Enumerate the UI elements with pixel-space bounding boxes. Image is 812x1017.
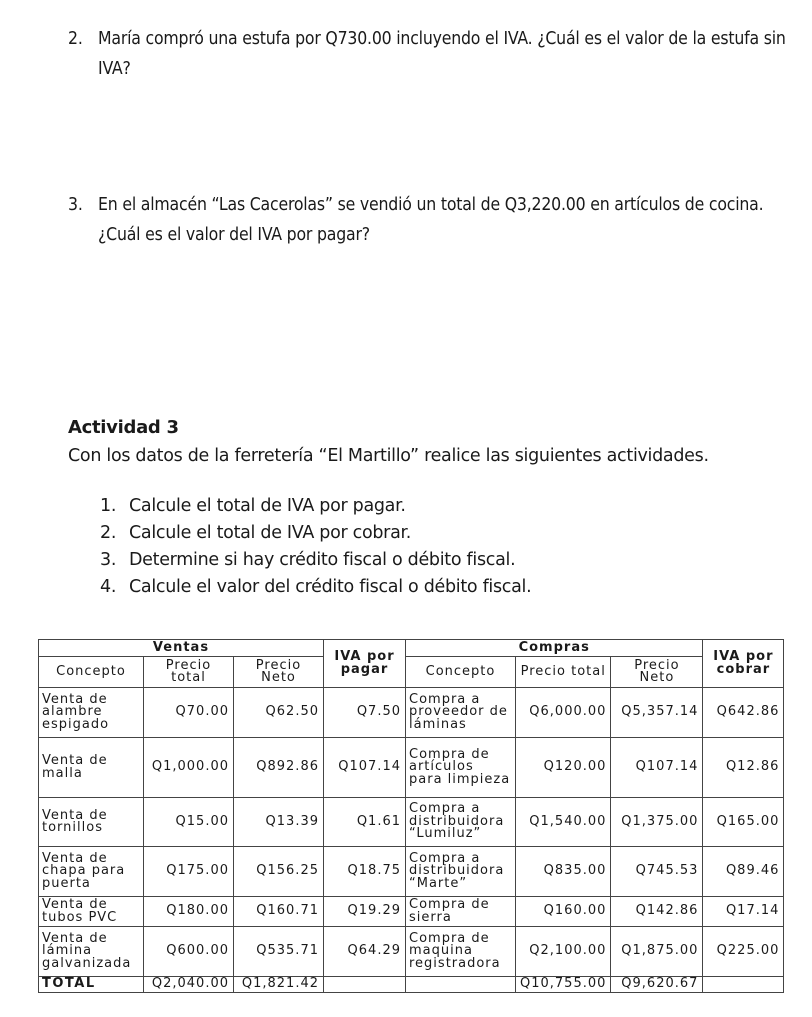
task-text: Determine si hay crédito fiscal o débito fiscal.: [129, 550, 516, 570]
venta-precio-total: Q600.00: [144, 927, 234, 977]
venta-precio-neto: Q156.25: [234, 847, 324, 897]
task-number: 2.: [100, 523, 117, 543]
total-compra-precio-total: Q10,755.00: [516, 977, 611, 993]
question-number: 3.: [68, 195, 83, 215]
iva-por-pagar: Q18.75: [324, 847, 406, 897]
ventas-col-precio-total: Precio total: [144, 657, 234, 688]
iva-por-cobrar: Q89.46: [703, 847, 784, 897]
table-row: [39, 688, 784, 738]
venta-concepto: Venta de lámina galvanizada: [39, 927, 144, 977]
ventas-col-precio-neto: Precio Neto: [234, 657, 324, 688]
venta-precio-total: Q70.00: [144, 688, 234, 738]
iva-por-cobrar: Q225.00: [703, 927, 784, 977]
iva-por-cobrar: Q642.86: [703, 688, 784, 738]
iva-por-pagar: Q64.29: [324, 927, 406, 977]
venta-concepto: Venta de chapa para puerta: [39, 847, 144, 897]
venta-precio-total: Q180.00: [144, 897, 234, 927]
task-item: [100, 574, 531, 601]
iva-por-pagar: Q7.50: [324, 688, 406, 738]
iva-por-pagar: Q107.14: [324, 738, 406, 798]
iva-por-pagar: Q19.29: [324, 897, 406, 927]
table-row: [39, 738, 784, 798]
total-venta-precio-total: Q2,040.00: [144, 977, 234, 993]
iva-cobrar-header: IVA por cobrar: [703, 640, 784, 688]
compra-precio-total: Q160.00: [516, 897, 611, 927]
venta-concepto: Venta de tornillos: [39, 798, 144, 847]
compra-precio-neto: Q1,375.00: [611, 798, 703, 847]
table-row: [39, 927, 784, 977]
task-item: [100, 493, 531, 520]
question-3: [68, 190, 788, 250]
task-text: Calcule el total de IVA por pagar.: [129, 496, 406, 516]
venta-precio-neto: Q160.71: [234, 897, 324, 927]
task-item: [100, 520, 531, 547]
venta-precio-total: Q1,000.00: [144, 738, 234, 798]
venta-precio-neto: Q13.39: [234, 798, 324, 847]
venta-precio-total: Q175.00: [144, 847, 234, 897]
iva-pagar-header: IVA por pagar: [324, 640, 406, 688]
compra-concepto: Compra a distribuidora “Lumiluz”: [406, 798, 516, 847]
ventas-col-concepto: Concepto: [39, 657, 144, 688]
total-row: [39, 977, 784, 993]
compras-header: Compras: [406, 640, 703, 657]
task-number: 3.: [100, 550, 117, 570]
task-text: Calcule el valor del crédito fiscal o débito fiscal.: [129, 577, 532, 597]
compra-concepto: Compra de maquina registradora: [406, 927, 516, 977]
activity-title: Actividad 3: [68, 417, 179, 438]
question-text: María compró una estufa por Q730.00 incluyendo el IVA. ¿Cuál es el valor de la estufa sin IVA?: [98, 29, 786, 79]
compra-precio-total: Q120.00: [516, 738, 611, 798]
compra-precio-neto: Q5,357.14: [611, 688, 703, 738]
venta-precio-neto: Q892.86: [234, 738, 324, 798]
compras-col-concepto: Concepto: [406, 657, 516, 688]
compra-concepto: Compra a distribuidora “Marte”: [406, 847, 516, 897]
question-text: En el almacén “Las Cacerolas” se vendió un total de Q3,220.00 en artículos de cocina. ¿Cuál es el valor del IVA por pagar?: [98, 195, 764, 245]
venta-concepto: Venta de alambre espigado: [39, 688, 144, 738]
compra-precio-total: Q835.00: [516, 847, 611, 897]
total-label: TOTAL: [39, 977, 144, 993]
total-compra-concepto: [406, 977, 516, 993]
compra-precio-neto: Q745.53: [611, 847, 703, 897]
venta-precio-total: Q15.00: [144, 798, 234, 847]
compra-precio-neto: Q107.14: [611, 738, 703, 798]
total-iva-por-cobrar: [703, 977, 784, 993]
iva-por-pagar: Q1.61: [324, 798, 406, 847]
iva-table: [38, 639, 784, 993]
total-venta-precio-neto: Q1,821.42: [234, 977, 324, 993]
task-number: 4.: [100, 577, 117, 597]
compra-concepto: Compra de artículos para limpieza: [406, 738, 516, 798]
task-number: 1.: [100, 496, 117, 516]
task-text: Calcule el total de IVA por cobrar.: [129, 523, 412, 543]
compras-col-precio-neto: Precio Neto: [611, 657, 703, 688]
venta-concepto: Venta de malla: [39, 738, 144, 798]
compra-concepto: Compra de sierra: [406, 897, 516, 927]
table-row: [39, 847, 784, 897]
compra-precio-total: Q6,000.00: [516, 688, 611, 738]
table-row: [39, 798, 784, 847]
task-item: [100, 547, 531, 574]
compras-col-precio-total: Precio total: [516, 657, 611, 688]
question-number: 2.: [68, 29, 83, 49]
iva-por-cobrar: Q12.86: [703, 738, 784, 798]
activity-intro: Con los datos de la ferretería “El Martillo” realice las siguientes actividades.: [68, 446, 709, 466]
venta-precio-neto: Q62.50: [234, 688, 324, 738]
compra-precio-total: Q2,100.00: [516, 927, 611, 977]
task-list: [100, 493, 531, 601]
ventas-header: Ventas: [39, 640, 324, 657]
compra-concepto: Compra a proveedor de láminas: [406, 688, 516, 738]
total-iva-por-pagar: [324, 977, 406, 993]
venta-precio-neto: Q535.71: [234, 927, 324, 977]
compra-precio-neto: Q142.86: [611, 897, 703, 927]
question-2: [68, 24, 788, 84]
iva-por-cobrar: Q17.14: [703, 897, 784, 927]
iva-por-cobrar: Q165.00: [703, 798, 784, 847]
compra-precio-neto: Q1,875.00: [611, 927, 703, 977]
table-row: [39, 897, 784, 927]
venta-concepto: Venta de tubos PVC: [39, 897, 144, 927]
compra-precio-total: Q1,540.00: [516, 798, 611, 847]
total-compra-precio-neto: Q9,620.67: [611, 977, 703, 993]
